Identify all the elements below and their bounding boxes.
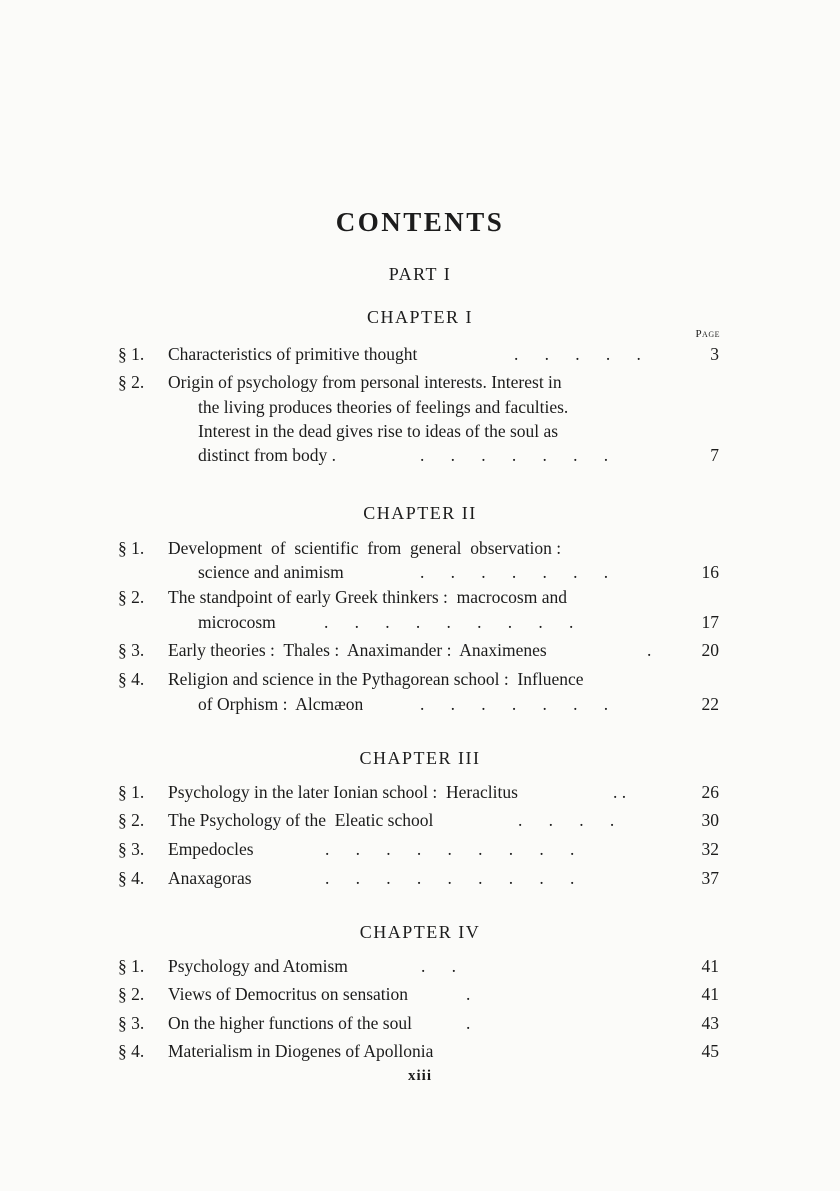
entry-text: Development of scientific from general observation : bbox=[168, 538, 562, 558]
page-number: 26 bbox=[701, 782, 719, 802]
entry-text-continued: the living produces theories of feelings and faculties. bbox=[198, 397, 569, 417]
chapter-heading: CHAPTER I bbox=[366, 307, 473, 327]
dot-leader: . . . . . . . . . bbox=[324, 612, 574, 632]
entry-text-continued: microcosm bbox=[198, 612, 276, 632]
page-folio: xiii bbox=[407, 1068, 432, 1084]
page-number: 16 bbox=[701, 562, 719, 582]
entry-text: Anaxagoras bbox=[168, 868, 252, 888]
page-number: 7 bbox=[710, 445, 719, 465]
page-number: 43 bbox=[701, 1013, 719, 1033]
chapter-heading: CHAPTER IV bbox=[359, 922, 481, 942]
dot-leader: . bbox=[647, 640, 652, 660]
dot-leader: . . . . . . . . . bbox=[325, 868, 575, 888]
page-number: 3 bbox=[710, 344, 719, 364]
entry-text: Characteristics of primitive thought bbox=[168, 344, 418, 364]
dot-leader: . . . . bbox=[518, 810, 615, 830]
section-number: § 2. bbox=[118, 372, 145, 392]
chapter-heading: CHAPTER III bbox=[359, 748, 481, 768]
entry-text: Materialism in Diogenes of Apollonia bbox=[168, 1041, 434, 1061]
dot-leader: . . . . . . . bbox=[420, 445, 609, 465]
section-number: § 1. bbox=[118, 344, 145, 364]
section-number: § 3. bbox=[118, 839, 145, 859]
page-number: 22 bbox=[701, 694, 719, 714]
section-number: § 3. bbox=[118, 1013, 145, 1033]
entry-text: Religion and science in the Pythagorean school : Influence bbox=[168, 669, 584, 689]
dot-leader: . . bbox=[421, 956, 456, 976]
section-number: § 4. bbox=[118, 1041, 145, 1061]
section-number: § 1. bbox=[118, 538, 145, 558]
entry-text-continued: science and animism bbox=[198, 562, 344, 582]
page-number: 17 bbox=[701, 612, 719, 632]
section-number: § 1. bbox=[118, 956, 145, 976]
section-number: § 1. bbox=[118, 782, 145, 802]
page-number: 20 bbox=[701, 640, 719, 660]
dot-leader: . . . . . . . bbox=[420, 562, 609, 582]
page-number: 30 bbox=[701, 810, 719, 830]
entry-text: The Psychology of the Eleatic school bbox=[168, 810, 434, 830]
page-number: 32 bbox=[701, 839, 719, 859]
dot-leader: . . . . . bbox=[514, 344, 641, 364]
chapter-heading: CHAPTER II bbox=[363, 503, 477, 523]
page-title: CONTENTS bbox=[335, 207, 505, 237]
entry-text: Psychology in the later Ionian school : Heraclitus bbox=[168, 782, 518, 802]
entry-text: Views of Democritus on sensation bbox=[168, 984, 409, 1004]
section-number: § 2. bbox=[118, 810, 145, 830]
entry-text-continued: Interest in the dead gives rise to ideas of the soul as bbox=[198, 421, 559, 441]
section-number: § 4. bbox=[118, 669, 145, 689]
section-number: § 4. bbox=[118, 868, 145, 888]
dot-leader: . bbox=[466, 1013, 471, 1033]
entry-text-continued: distinct from body . bbox=[198, 445, 337, 465]
page-number: 41 bbox=[701, 984, 719, 1004]
entry-text: The standpoint of early Greek thinkers : macrocosm and bbox=[168, 587, 567, 607]
entry-text-continued: of Orphism : Alcmæon bbox=[198, 694, 364, 714]
section-number: § 2. bbox=[118, 587, 145, 607]
entry-text: Origin of psychology from personal interests. Interest in bbox=[168, 372, 562, 392]
dot-leader: . . . . . . . . . bbox=[325, 839, 575, 859]
dot-leader: . bbox=[466, 984, 471, 1004]
page-column-heading: Page bbox=[695, 328, 720, 340]
part-heading: PART I bbox=[388, 264, 452, 284]
entry-text: Psychology and Atomism bbox=[168, 956, 348, 976]
entry-text: Empedocles bbox=[168, 839, 254, 859]
page-number: 41 bbox=[701, 956, 719, 976]
dot-leader: . . bbox=[613, 782, 627, 802]
entry-text: On the higher functions of the soul bbox=[168, 1013, 412, 1033]
entry-text: Early theories : Thales : Anaximander : Anaximenes bbox=[168, 640, 547, 660]
page-number: 37 bbox=[701, 868, 719, 888]
page-number: 45 bbox=[701, 1041, 719, 1061]
dot-leader: . . . . . . . bbox=[420, 694, 609, 714]
section-number: § 3. bbox=[118, 640, 145, 660]
section-number: § 2. bbox=[118, 984, 145, 1004]
